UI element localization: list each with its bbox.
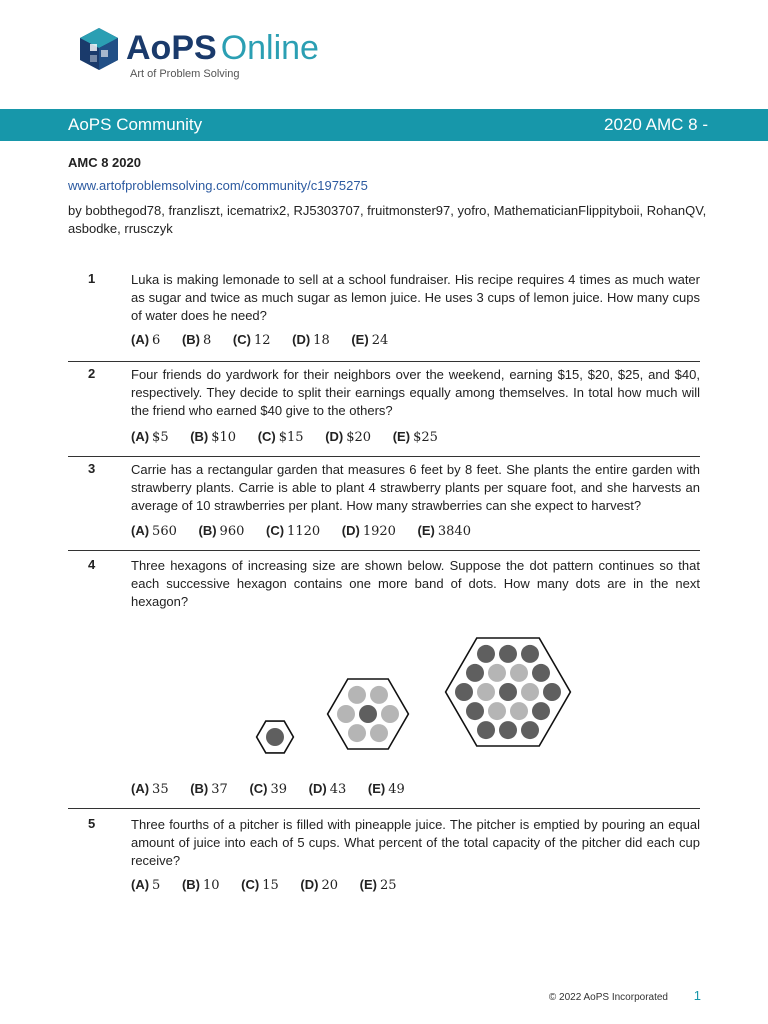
choice-e: (E) 25 <box>359 877 397 893</box>
hexagon-dot <box>337 705 355 723</box>
community-banner <box>0 109 768 141</box>
hexagon-dot <box>370 686 388 704</box>
answer-choices <box>131 523 489 539</box>
hexagon-dot <box>466 702 484 720</box>
problem-number: 5 <box>88 816 96 831</box>
choice-c: (C) 1120 <box>266 523 321 539</box>
choice-b: (B) 8 <box>181 332 212 348</box>
banner-community-label[interactable]: AoPS Community <box>68 115 203 134</box>
problem-5 <box>68 816 700 900</box>
hexagon-dot <box>381 705 399 723</box>
problem-number: 3 <box>88 461 96 476</box>
problem-number: 4 <box>88 557 96 572</box>
hexagon-dot <box>266 728 284 746</box>
answer-choices <box>131 332 406 348</box>
hexagon-dot <box>348 724 366 742</box>
problem-2 <box>68 366 700 450</box>
answer-choices <box>131 429 456 445</box>
hexagon-dot <box>532 664 550 682</box>
problem-text: Luka is making lemonade to sell at a school fundraiser. His recipe requires 4 times as much water as sugar and twice as much sugar as lemon juice. He uses 3 cups of lemon juice. How many cups of water does he need? <box>131 272 700 323</box>
hexagon-dot <box>521 721 539 739</box>
problem-text: Four friends do yardwork for their neighbors over the weekend, earning $15, $20, $25, and $40, respectively. They decide to split their earnings equally among themselves. In total how much will the friend who earned $40 give to the others? <box>131 367 700 418</box>
divider <box>68 808 700 809</box>
hexagon-dot <box>477 721 495 739</box>
divider <box>68 456 700 457</box>
page-number: 1 <box>693 988 701 1003</box>
choice-e: (E) $25 <box>392 429 438 445</box>
banner-contest-label: 2020 AMC 8 - <box>604 115 708 134</box>
copyright-footer: © 2022 AoPS Incorporated <box>548 992 668 1003</box>
hexagon-dot <box>477 683 495 701</box>
hexagon-dot <box>532 702 550 720</box>
divider <box>68 550 700 551</box>
choice-d: (D) $20 <box>325 429 372 445</box>
choice-a: (A) $5 <box>131 429 169 445</box>
choice-a: (A) 6 <box>131 332 161 348</box>
answer-choices <box>131 781 423 797</box>
choice-d: (D) 43 <box>308 781 347 797</box>
hexagon-dot <box>521 683 539 701</box>
brand-wordmark: AoPS Online <box>126 29 319 67</box>
choice-e: (E) 49 <box>367 781 405 797</box>
choice-e: (E) 24 <box>351 332 389 348</box>
choice-b: (B) $10 <box>190 429 237 445</box>
choice-b: (B) 960 <box>198 523 245 539</box>
authors-line: by bobthegod78, franzliszt, icematrix2, RJ5303707, fruitmonster97, yofro, MathematicianFlippityboii, RohanQV, asbodke, rrusczyk <box>68 203 707 236</box>
aops-cube-icon <box>78 26 120 72</box>
choice-b: (B) 37 <box>190 781 228 797</box>
hexagon-dot <box>348 686 366 704</box>
choice-c: (C) $15 <box>257 429 304 445</box>
choice-a: (A) 560 <box>131 523 177 539</box>
problem-number: 1 <box>88 271 96 286</box>
divider <box>68 361 700 362</box>
choice-a: (A) 5 <box>131 877 161 893</box>
community-link[interactable]: www.artofproblemsolving.com/community/c1975275 <box>68 178 368 193</box>
problem-text: Three fourths of a pitcher is filled with pineapple juice. The pitcher is emptied by pouring an equal amount of juice into each of 5 cups. What percent of the total capacity of the pitcher did each cup receive? <box>131 817 700 868</box>
problem-3 <box>68 461 700 545</box>
hexagon-dot <box>499 721 517 739</box>
answer-choices <box>131 877 415 893</box>
hexagon-dot <box>488 702 506 720</box>
brand-tagline: Art of Problem Solving <box>130 68 240 80</box>
contest-title: AMC 8 2020 <box>68 155 141 170</box>
choice-d: (D) 20 <box>300 877 338 893</box>
choice-c: (C) 15 <box>241 877 279 893</box>
choice-d: (D) 1920 <box>341 523 396 539</box>
hexagon-dot <box>477 645 495 663</box>
hexagon-dot <box>499 645 517 663</box>
choice-a: (A) 35 <box>131 781 169 797</box>
hexagon-dot <box>455 683 473 701</box>
hexagon-dots-figure <box>250 632 580 762</box>
choice-d: (D) 18 <box>292 332 330 348</box>
problem-number: 2 <box>88 366 96 381</box>
hexagon-dot <box>370 724 388 742</box>
choice-c: (C) 12 <box>232 332 271 348</box>
hexagon-dot <box>488 664 506 682</box>
problem-text: Three hexagons of increasing size are shown below. Suppose the dot pattern continues so that each successive hexagon contains one more band of dots. How many dots are in the next hexagon? <box>131 558 700 609</box>
choice-e: (E) 3840 <box>417 523 471 539</box>
hexagon-dot <box>499 683 517 701</box>
hexagon-dot <box>521 645 539 663</box>
problem-1 <box>68 271 700 355</box>
problem-text: Carrie has a rectangular garden that measures 6 feet by 8 feet. She plants the entire garden with strawberry plants. Carrie is able to plant 4 strawberry plants per square foot, and she harvests an average of 10 strawberries per plant. How many strawberries can she expect to harvest? <box>131 462 700 513</box>
hexagon-dot <box>466 664 484 682</box>
hexagon-dot <box>510 664 528 682</box>
hexagon-dot <box>510 702 528 720</box>
hexagon-dot <box>543 683 561 701</box>
choice-c: (C) 39 <box>249 781 288 797</box>
hexagon-dot <box>359 705 377 723</box>
choice-b: (B) 10 <box>181 877 220 893</box>
